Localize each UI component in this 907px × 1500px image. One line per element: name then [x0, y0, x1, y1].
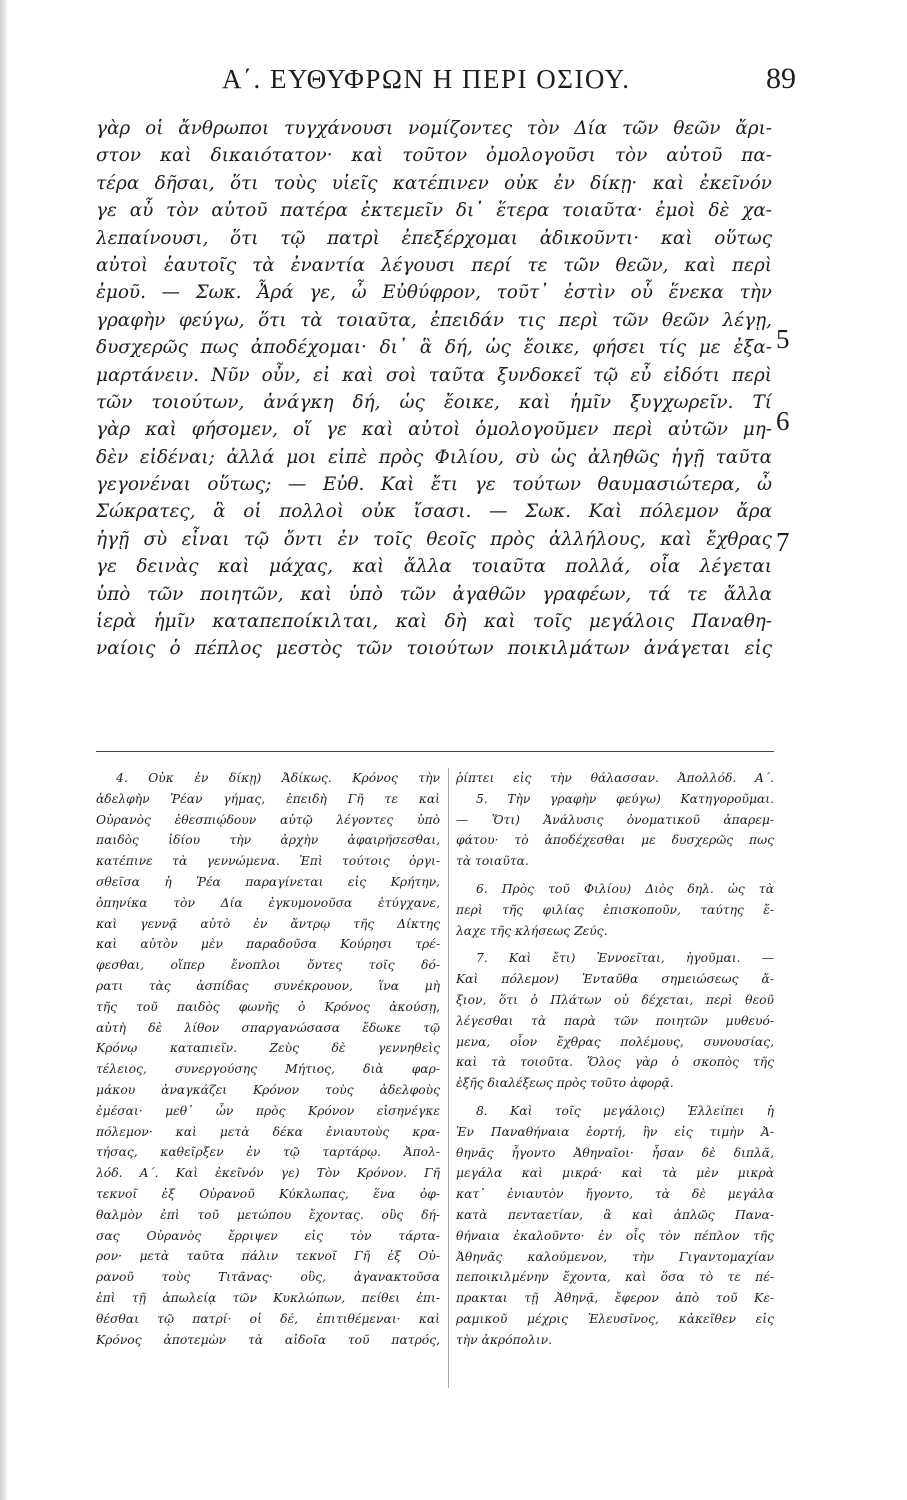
footnote-line: Ἀθηνᾶς καλούμενον, τὴν Γιγαντομαχίαν — [456, 1249, 774, 1264]
footnote-line: Κρόνῳ καταπιεῖν. Ζεὺς δὲ γεννηθεὶς — [96, 1041, 440, 1056]
text-line: δυσχερῶς πως ἀποδέχομαι· δι᾽ ἃ δή, ὡς ἔοικε, φήσει τίς με ἐξα- — [96, 337, 772, 359]
footnote-line: Καὶ πόλεμον) Ἐνταῦθα σημειώσεως ἄ- — [456, 972, 774, 987]
footnote-line: ἀδελφὴν Ῥέαν γήμας, ἐπειδὴ Γῆ τε καὶ — [96, 791, 440, 806]
text-line: ἡγῇ σὺ εἶναι τῷ ὄντι ἐν τοῖς θεοῖς πρὸς ἀλλήλους, καὶ ἔχθρας — [96, 528, 772, 550]
footnote-line: κατέπινε τὰ γεννώμενα. Ἐπὶ τούτοις ὀργι- — [96, 854, 440, 869]
footnotes-right-column — [456, 768, 774, 1351]
text-line: γὰρ καὶ φήσομεν, οἵ γε καὶ αὐτοὶ ὁμολογοῦμεν περὶ αὐτῶν μη- — [96, 419, 772, 441]
footnote-line: ρανοῦ τοὺς Τιτᾶνας· οὓς, ἀγανακτοῦσα — [96, 1270, 440, 1285]
footnote-line: ἐμέσαι· μεθ᾽ ὧν πρὸς Κρόνον εἰσηνέγκε — [96, 1103, 440, 1118]
text-line: γὰρ οἱ ἄνθρωποι τυγχάνουσι νομίζοντες τὸν Δία τῶν θεῶν ἄρι- — [96, 118, 772, 139]
text-line: ἐμοῦ. — Σωκ. Ἆρά γε, ὦ Εὐθύφρον, τοῦτ᾽ ἐστὶν οὗ ἕνεκα τὴν — [96, 282, 772, 304]
running-title: Α΄. ΕΥΘΥΦΡΩΝ Η ΠΕΡΙ ΟΣΙΟΥ. — [222, 64, 631, 94]
footnote-8 — [456, 1101, 774, 1351]
text-line: μαρτάνειν. Νῦν οὖν, εἰ καὶ σοὶ ταῦτα ξυνδοκεῖ τῷ εὖ εἰδότι περὶ — [96, 364, 772, 386]
footnote-line: θέσθαι τῷ πατρί· οἱ δέ, ἐπιτιθέμεναι· καὶ — [96, 1311, 440, 1326]
page-number: 89 — [766, 62, 796, 95]
footnote-line: τῆς τοῦ παιδὸς φωνῆς ὁ Κρόνος ἀκούσῃ, — [96, 999, 440, 1014]
footnote-separator — [96, 751, 774, 752]
footnote-line: 5. Τὴν γραφὴν φεύγω) Κατηγοροῦμαι. — [476, 791, 774, 806]
footnote-line: τέλειος, συνεργούσης Μήτιος, διὰ φαρ- — [96, 1062, 440, 1077]
footnote-line: πόλεμον· καὶ μετὰ δέκα ἐνιαυτοὺς κρα- — [96, 1124, 440, 1139]
text-line: τῶν τοιούτων, ἀνάγκη δή, ὡς ἔοικε, καὶ ἡμῖν ξυγχωρεῖν. Τί — [96, 391, 772, 413]
column-divider — [448, 768, 449, 1388]
footnote-line: ξιον, ὅτι ὁ Πλάτων οὐ δέχεται, περὶ θεοῦ — [456, 992, 774, 1007]
footnote-line: ἐπὶ τῇ ἀπωλείᾳ τῶν Κυκλώπων, πείθει ἐπι- — [96, 1290, 440, 1305]
footnote-line: — Ὅτι) Ἀνάλυσις ὀνοματικοῦ ἀπαρεμ- — [456, 812, 774, 827]
footnote-line: τεκνοῖ ἐξ Οὐρανοῦ Κύκλωπας, ἕνα ὀφ- — [96, 1186, 440, 1201]
text-line: γε αὖ τὸν αὑτοῦ πατέρα ἐκτεμεῖν δι᾽ ἕτερα τοιαῦτα· ἐμοὶ δὲ χα- — [96, 200, 772, 222]
footnote-line: 6. Πρὸς τοῦ Φιλίου) Διὸς δηλ. ὡς τὰ — [476, 881, 774, 896]
footnote-line: σθεῖσα ἡ Ῥέα παραγίνεται εἰς Κρήτην, — [96, 874, 440, 889]
text-line: ναίοις ὁ πέπλος μεστὸς τῶν τοιούτων ποικιλμάτων ἀνάγεται εἰς — [96, 638, 772, 660]
footnote-line: τὰ τοιαῦτα. — [456, 854, 529, 869]
footnote-line: Ἐν Παναθήναια ἑορτή, ἣν εἰς τιμὴν Ἀ- — [456, 1124, 774, 1139]
footnote-line: 4. Οὐκ ἐν δίκῃ) Ἀδίκως. Κρόνος τὴν — [116, 771, 440, 785]
footnote-line: φεσθαι, οἵπερ ἔνοπλοι ὄντες τοῖς δό- — [96, 958, 440, 973]
text-line: γεγονέναι οὕτως; — Εὐθ. Καὶ ἔτι γε τούτων θαυμασιώτερα, ὦ — [96, 474, 772, 496]
text-line: αὐτοὶ ἑαυτοῖς τὰ ἐναντία λέγουσι περί τε τῶν θεῶν, καὶ περὶ — [96, 254, 772, 276]
running-header — [96, 62, 796, 102]
footnote-line: φάτου· τὸ ἀποδέχεσθαι με δυσχερῶς πως — [456, 833, 774, 848]
text-line: δὲν εἰδέναι; ἀλλά μοι εἰπὲ πρὸς Φιλίου, σὺ ὡς ἀληθῶς ἡγῇ ταῦτα — [96, 446, 772, 468]
footnote-line: πεποικιλμένην ἔχοντα, καὶ ὅσα τὸ τε πέ- — [456, 1270, 774, 1285]
text-line: ὑπὸ τῶν ποιητῶν, καὶ ὑπὸ τῶν ἀγαθῶν γραφέων, τά τε ἄλλα — [96, 583, 772, 605]
margin-section-number: 5 — [776, 324, 790, 354]
footnote-line: ρατι τὰς ἀσπίδας συνέκρουον, ἵνα μὴ — [96, 978, 440, 993]
footnote-line: ραμικοῦ μέχρις Ἐλευσῖνος, κἀκεῖθεν εἰς — [456, 1311, 774, 1326]
footnote-line: 7. Καὶ ἔτι) Ἐννοεῖται, ἡγοῦμαι. — — [476, 951, 774, 966]
main-text — [96, 115, 772, 663]
footnote-line: καὶ τὰ τοιοῦτα. Ὅλος γὰρ ὁ σκοπὸς τῆς — [456, 1055, 774, 1070]
footnote-line: κατὰ πενταετίαν, ἃ καὶ ἁπλῶς Πανα- — [456, 1207, 774, 1222]
footnote-line: θήναια ἐκαλοῦντο· ἐν οἷς τὸν πέπλον τῆς — [456, 1228, 774, 1243]
footnote-line: θαλμὸν ἐπὶ τοῦ μετώπου ἔχοντας. οὓς δή- — [96, 1207, 440, 1222]
footnote-line: παιδὸς ἰδίου τὴν ἀρχὴν ἀφαιρήσεσθαι, — [96, 833, 440, 848]
page-edge-shadow — [0, 0, 7, 1500]
footnotes-left-column — [96, 768, 440, 1350]
footnote-line: καὶ αὐτὸν μὲν παραδοῦσα Κούρησι τρέ- — [96, 937, 440, 952]
text-line: γε δεινὰς καὶ μάχας, καὶ ἄλλα τοιαῦτα πολλά, οἷα λέγεται — [96, 556, 772, 578]
text-line: γραφὴν φεύγω, ὅτι τὰ τοιαῦτα, ἐπειδάν τις περὶ τῶν θεῶν λέγῃ, — [96, 309, 772, 331]
footnote-line: ῥίπτει εἰς τὴν θάλασσαν. Ἀπολλόδ. Α΄. — [456, 771, 774, 785]
footnote-line: μεγάλα καὶ μικρά· καὶ τὰ μὲν μικρὰ — [456, 1166, 774, 1181]
footnote-line: κατ᾽ ἐνιαυτὸν ἤγοντο, τὰ δὲ μεγάλα — [456, 1187, 774, 1202]
footnote-line: Οὐρανὸς ἐθεσπιῴδουν αὐτῷ λέγοντες ὑπὸ — [96, 812, 440, 827]
footnote-line: μάκου ἀναγκάζει Κρόνον τοὺς ἀδελφοὺς — [96, 1082, 440, 1097]
text-line: λεπαίνουσι, ὅτι τῷ πατρὶ ἐπεξέρχομαι ἀδικοῦντι· καὶ οὕτως — [96, 227, 772, 249]
footnote-line: καὶ γεννᾷ αὐτὸ ἐν ἄντρῳ τῆς Δίκτης — [96, 916, 440, 931]
footnote-line: Κρόνος ἀποτεμὼν τὰ αἰδοῖα τοῦ πατρός, — [96, 1332, 440, 1347]
footnote-line: τήσας, καθεῖρξεν ἐν τῷ ταρτάρῳ. Ἀπολ- — [96, 1145, 440, 1160]
footnote-line: ρον· μετὰ ταῦτα πάλιν τεκνοῖ Γῆ ἐξ Οὐ- — [96, 1249, 440, 1264]
footnote-line: τὴν ἀκρόπολιν. — [456, 1332, 553, 1347]
footnote-line: λόδ. Α΄. Καὶ ἐκεῖνόν γε) Τὸν Κρόνον. Γῆ — [96, 1166, 440, 1181]
footnote-line: μενα, οἷον ἔχθρας πολέμους, συνουσίας, — [456, 1034, 774, 1049]
footnote-line: 8. Καὶ τοῖς μεγάλοις) Ἐλλείπει ἡ — [476, 1103, 774, 1118]
footnote-5 — [456, 768, 774, 872]
margin-section-number: 6 — [776, 406, 790, 436]
margin-section-number: 7 — [776, 527, 790, 557]
footnote-7 — [456, 948, 774, 1094]
text-line: τέρα δῆσαι, ὅτι τοὺς υἱεῖς κατέπινεν οὐκ ἐν δίκῃ· καὶ ἐκεῖνόν — [96, 172, 772, 194]
footnote-line: σας Οὐρανὸς ἔρριψεν εἰς τὸν τάρτα- — [96, 1228, 440, 1243]
footnote-line: θηνᾶς ἦγοντο Ἀθηναῖοι· ἦσαν δὲ διπλᾶ, — [456, 1145, 774, 1160]
text-line: ἱερὰ ἡμῖν καταπεποίκιλται, καὶ δὴ καὶ τοῖς μεγάλοις Παναθη- — [96, 611, 772, 633]
footnote-line: πρακται τῇ Ἀθηνᾷ, ἔφερον ἀπὸ τοῦ Κε- — [456, 1291, 774, 1306]
footnote-line: λέγεσθαι τὰ παρὰ τῶν ποιητῶν μυθευό- — [456, 1013, 774, 1028]
footnote-line: περὶ τῆς φιλίας ἐπισκοποῦν, ταύτης ἔ- — [456, 902, 774, 917]
footnote-line: λαχε τῆς κλήσεως Ζεύς. — [456, 923, 608, 938]
text-line: Σώκρατες, ἃ οἱ πολλοὶ οὐκ ἴσασι. — Σωκ. Καὶ πόλεμον ἄρα — [96, 501, 772, 523]
footnote-6 — [456, 879, 774, 941]
footnote-line: ἑξῆς διαλέξεως πρὸς τοῦτο ἀφορᾷ. — [456, 1076, 674, 1091]
footnote-line: αὐτὴ δὲ λίθον σπαργανώσασα ἔδωκε τῷ — [96, 1020, 440, 1035]
text-line: στον καὶ δικαιότατον· καὶ τοῦτον ὁμολογοῦσι τὸν αὐτοῦ πα- — [96, 145, 772, 167]
footnote-line: ὁπηνίκα τὸν Δία ἐγκυμονοῦσα ἐτύγχανε, — [96, 895, 440, 910]
